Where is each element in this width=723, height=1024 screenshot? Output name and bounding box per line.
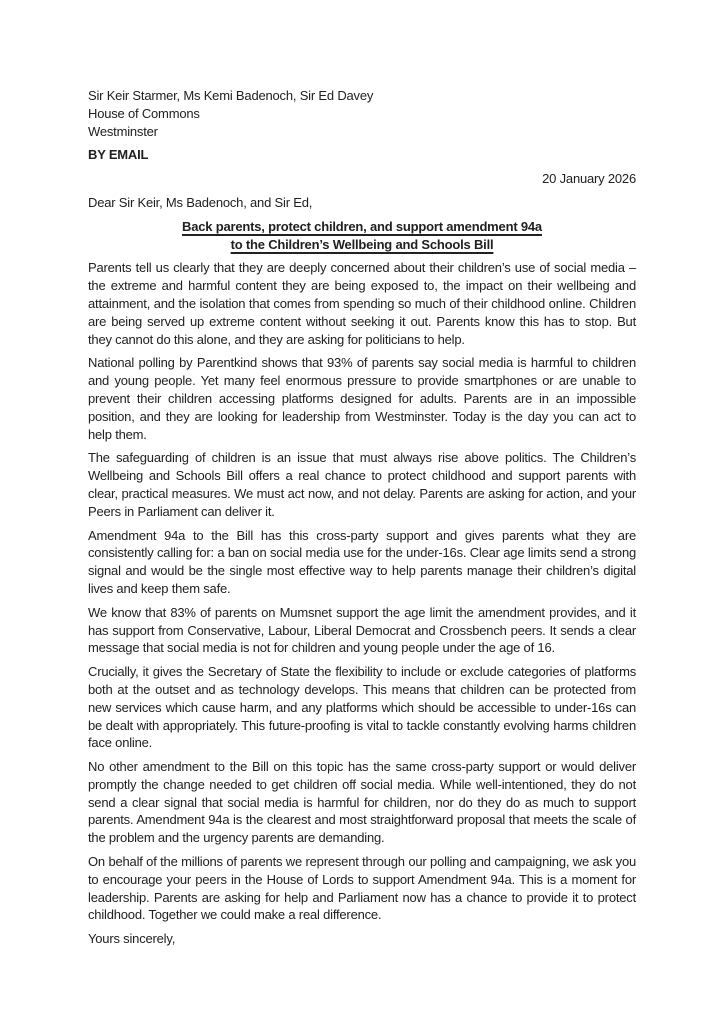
recipient-line-2: House of Commons — [88, 105, 200, 121]
subject-line-1: Back parents, protect children, and support amendment 94a — [182, 218, 542, 234]
body-paragraph-4: Amendment 94a to the Bill has this cross-party support and gives parents what they are consistently calling for: a ban on social media use for the under-16s. Clear age limits send a strong signal and would be the single most effective way to help parents manage their children’s digital lives and keep them safe. — [88, 527, 636, 596]
body-paragraph-6: Crucially, it gives the Secretary of State the flexibility to include or exclude categories of platforms both at the outset and as technology develops. This means that children can be protected from new services which cause harm, and any platforms which should be accessible to under-16s can be dealt with appropriately. This future-proofing is vital to tackle constantly evolving harms children face online. — [88, 664, 636, 751]
recipient-line-3: Westminster — [88, 123, 158, 139]
closing: Yours sincerely, — [88, 931, 176, 947]
subject-heading — [88, 218, 636, 254]
body-paragraph-7: No other amendment to the Bill on this topic has the same cross-party support or would deliver promptly the change needed to get children off social media. While well-intentioned, they do not send a clear signal that social media is harmful for children, nor do they do as much to support parents. Amendment 94a is the clearest and most straightforward proposal that meets the scale of the problem and the urgency parents are demanding. — [88, 759, 636, 846]
delivery-method: BY EMAIL — [88, 147, 149, 163]
recipient-line-1: Sir Keir Starmer, Ms Kemi Badenoch, Sir Ed Davey — [88, 88, 374, 103]
body-paragraph-3: The safeguarding of children is an issue that must always rise above politics. The Children’s Wellbeing and Schools Bill offers a real chance to protect childhood and support parents with clear, practical measures. We must act now, and not delay. Parents are asking for action, and your Peers in Parliament can deliver it. — [88, 450, 636, 519]
body-paragraph-2: National polling by Parentkind shows that 93% of parents say social media is harmful to children and young people. Yet many feel enormous pressure to provide smartphones or are unable to prevent their children accessing platforms designed for adults. Parents are in an impossible position, and they are looking for leadership from Westminster. Today is the day you can act to help them. — [88, 355, 636, 442]
letter-date: 20 January 2026 — [542, 171, 636, 187]
body-paragraph-5: We know that 83% of parents on Mumsnet support the age limit the amendment provides, and it has support from Conservative, Labour, Liberal Democrat and Crossbench peers. It sends a clear message that social media is not for children and young people under the age of 16. — [88, 604, 636, 656]
recipient-block — [88, 87, 636, 140]
subject-line-2: to the Children’s Wellbeing and Schools Bill — [230, 236, 494, 252]
body-paragraph-1: Parents tell us clearly that they are deeply concerned about their children’s use of social media – the extreme and harmful content they are being exposed to, the impact on their wellbeing and attainment, and the isolation that comes from spending so much of their childhood online. Children are being served up extreme content without seeking it out. Parents know this has to stop. But they cannot do this alone, and they are asking for politicians to help. — [88, 260, 636, 347]
body-paragraph-8: On behalf of the millions of parents we represent through our polling and campaigning, we ask you to encourage your peers in the House of Lords to support Amendment 94a. This is a moment for leadership. Parents are asking for help and Parliament now has a chance to provide it to protect childhood. Together we could make a real difference. — [88, 854, 636, 923]
salutation: Dear Sir Keir, Ms Badenoch, and Sir Ed, — [88, 194, 313, 210]
